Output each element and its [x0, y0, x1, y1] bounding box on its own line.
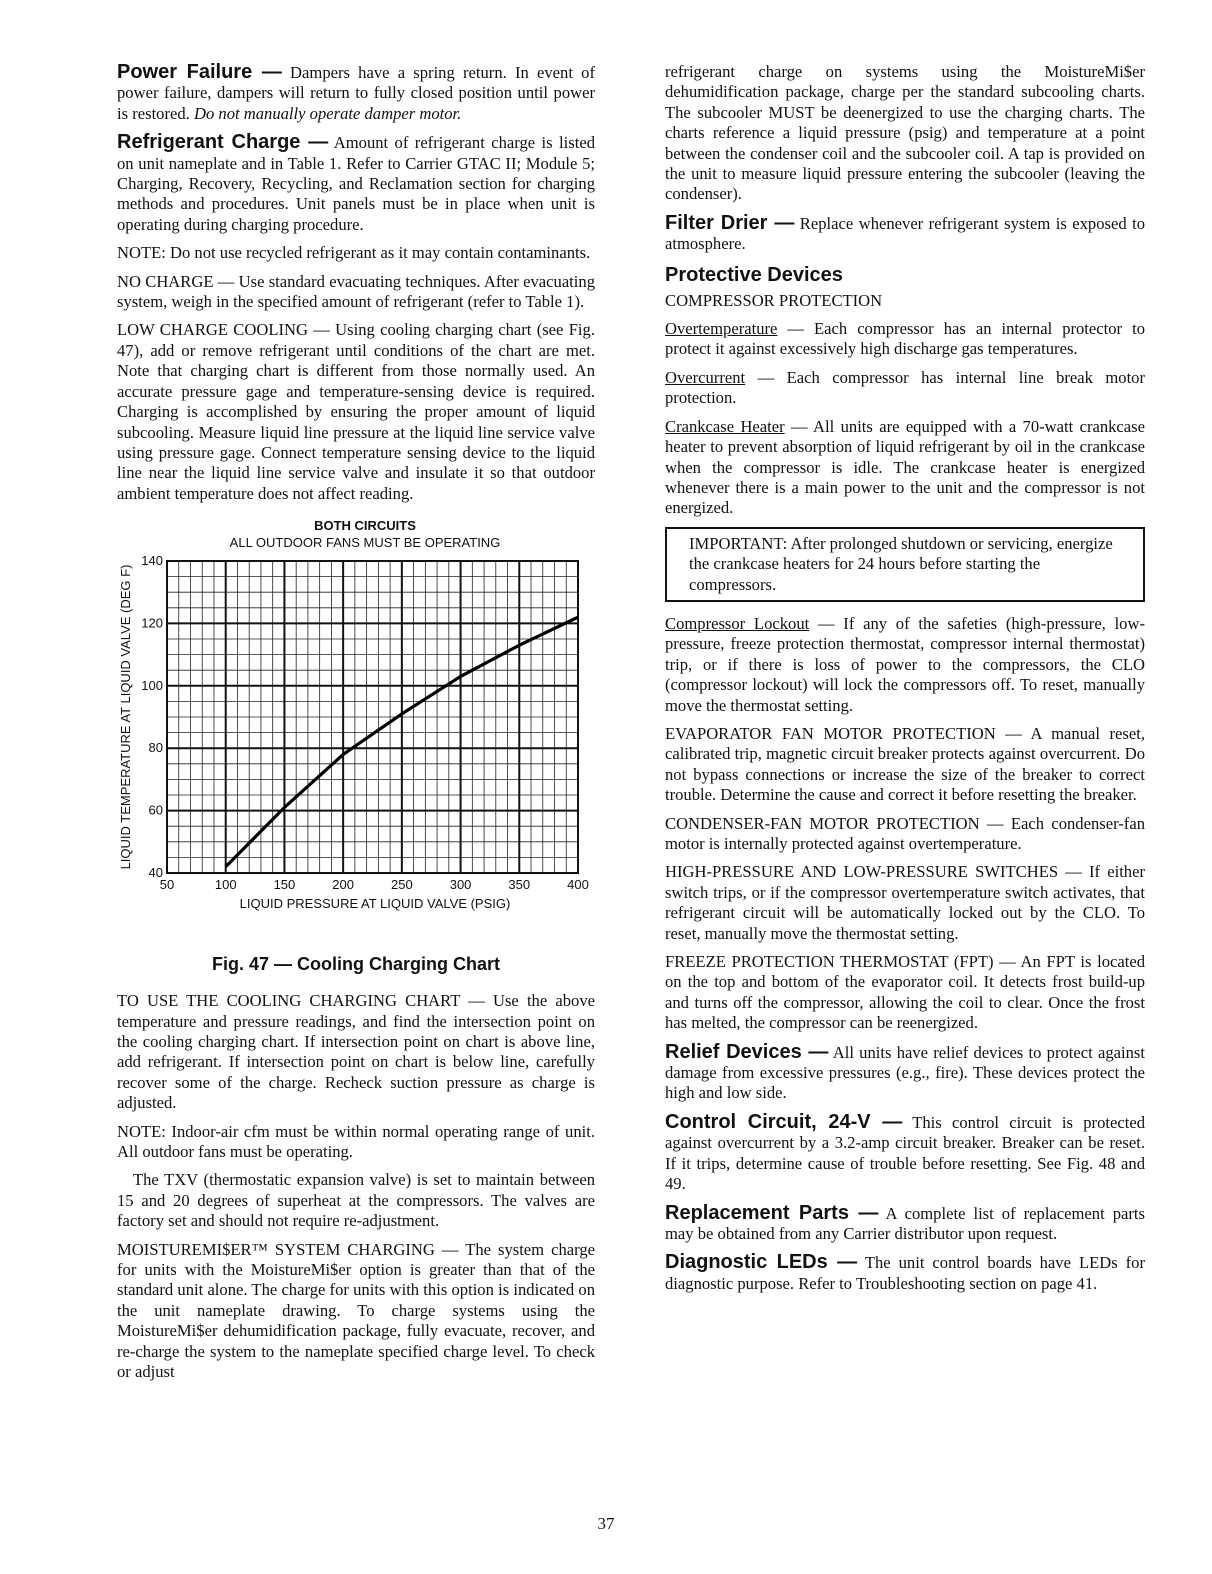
page-number: 37 [597, 1514, 615, 1533]
y-tick-label: 120 [141, 615, 163, 631]
moisturemiser-continued: refrigerant charge on systems using the MoistureMi$er dehumidification package, charge per the standard subcooling charts. The subcooler MUST be deenergized to use the charging charts. The charts reference a liquid pressure (psig) and temperature at a point between the condenser coil and the subcooler coil. A tap is provided on the unit to measure liquid pressure entering the subcooler (leaving the condenser). [665, 62, 1145, 204]
refrigerant-charge-paragraph: Refrigerant Charge — Amount of refrigerant charge is listed on unit nameplate and in Table 1. Refer to Carrier GTAC II; Module 5; Charging, Recovery, Recycling, and Reclamation section for charging methods and procedures. Unit panels must be in place when unit is operating during charging procedure. [117, 131, 595, 234]
important-notice-text: IMPORTANT: After prolonged shutdown or servicing, energize the crankcase heaters for 24 hours before starting the compressors. [689, 533, 1113, 594]
x-tick-label: 300 [449, 877, 472, 893]
protective-devices-heading: Protective Devices [665, 263, 843, 286]
control-circuit-paragraph: Control Circuit, 24-V — This control circuit is protected against overcurrent by a 3.2-amp circuit breaker. Breaker can be reset. If it trips, determine cause of trouble before resetting. See Fig. 48 and 49. [665, 1110, 1145, 1194]
x-tick-label: 400 [567, 877, 589, 893]
chart-svg [117, 516, 595, 946]
diagnostic-leds-heading: Diagnostic LEDs — [665, 1251, 858, 1274]
filter-drier-paragraph: Filter Drier — Replace whenever refrigerant system is exposed to atmosphere. [665, 211, 1145, 254]
condenser-fan-paragraph: CONDENSER-FAN MOTOR PROTECTION — Each condenser-fan motor is internally protected against overtemperature. [665, 813, 1145, 853]
chart-title: BOTH CIRCUITS [314, 518, 416, 534]
low-charge-paragraph: LOW CHARGE COOLING — Using cooling charging chart (see Fig. 47), add or remove refrigerant until conditions of the chart are met. Note that charging chart is different from those normally used. An accurate pressure gage and temperature-sensing device is required. Charging is accomplished by ensuring the proper amount of liquid subcooling. Measure liquid line pressure at the liquid line service valve using pressure gage. Connect temperature sensing device to the liquid line near the liquid line service valve and insulate it so that outdoor ambient temperature does not affect reading. [117, 320, 595, 503]
important-notice-box [665, 527, 1145, 602]
relief-devices-paragraph: Relief Devices — All units have relief devices to protect against damage from excessive pressures (e.g., fire). These devices protect the high and low side. [665, 1040, 1145, 1103]
crankcase-heater-paragraph: Crankcase Heater — All units are equipped with a 70-watt crankcase heater to prevent absorption of liquid refrigerant by oil in the crankcase when the compressor is idle. The crankcase heater is energized whenever there is a main power to the unit and the compressor is not energized. [665, 416, 1145, 518]
x-tick-label: 200 [332, 877, 354, 893]
power-failure-heading: Power Failure — [117, 61, 282, 83]
chart-subtitle: ALL OUTDOOR FANS MUST BE OPERATING [229, 535, 501, 551]
note-cfm: NOTE: Indoor-air cfm must be within normal operating range of unit. All outdoor fans must be operating. [117, 1121, 595, 1161]
evaporator-fan-paragraph: EVAPORATOR FAN MOTOR PROTECTION — A manual reset, calibrated trip, magnetic circuit breaker protects against overcurrent. Do not bypass connections or increase the size of the breaker to correct trouble. Determine the cause and correct it before resetting the breaker. [665, 723, 1145, 805]
to-use-paragraph: TO USE THE COOLING CHARGING CHART — Use the above temperature and pressure readings, and find the intersection point on the cooling charging chart. If intersection point on chart is above line, add refrigerant. If intersection point on chart is below line, carefully recover some of the charge. Recheck suction pressure as charge is adjusted. [117, 991, 595, 1113]
y-tick-label: 140 [141, 553, 163, 569]
moisturemiser-paragraph: MOISTUREMI$ER™ SYSTEM CHARGING — The system charge for units with the MoistureMi$er option is greater than that of the standard unit alone. The charge for units with this option is indicated on the unit nameplate drawing. To charge systems using the MoistureMi$er dehumidification package, fully evacuate, recover, and re-charge the system to the nameplate specified charge level. To check or adjust [117, 1239, 595, 1382]
replacement-parts-heading: Replacement Parts — [665, 1201, 879, 1224]
replacement-parts-paragraph: Replacement Parts — A complete list of replacement parts may be obtained from any Carrier distributor upon request. [665, 1201, 1145, 1243]
cooling-charging-chart [117, 516, 595, 946]
fpt-paragraph: FREEZE PROTECTION THERMOSTAT (FPT) — An FPT is located on the top and bottom of the evaporator coil. It detects frost build-up and turns off the compressor, allowing the coil to clear. Once the frost has melted, the compressor can be reenergized. [665, 952, 1145, 1033]
y-tick-label: 80 [148, 740, 163, 756]
y-axis-label: LIQUID TEMPERATURE AT LIQUID VALVE (DEG F) [118, 564, 133, 870]
pressure-switches-paragraph: HIGH-PRESSURE AND LOW-PRESSURE SWITCHES — If either switch trips, or if the compressor overtemperature switch activates, that refrigerant circuit will be automatically locked out by the CLO. To reset, manually move the thermostat setting. [665, 862, 1145, 943]
y-tick-label: 100 [141, 677, 163, 693]
power-failure-paragraph: Power Failure — Dampers have a spring return. In event of power failure, dampers will return to fully closed position until power is restored. Do not manually operate damper motor. [117, 61, 595, 123]
y-tick-label: 40 [148, 865, 163, 881]
x-tick-label: 350 [508, 877, 531, 893]
note-recycled: NOTE: Do not use recycled refrigerant as it may contain contaminants. [117, 243, 591, 263]
x-tick-label: 100 [214, 877, 237, 893]
compressor-protection-subheading: COMPRESSOR PROTECTION [665, 290, 883, 310]
x-tick-label: 150 [273, 877, 296, 893]
txv-paragraph: The TXV (thermostatic expansion valve) is set to maintain between 15 and 20 degrees of superheat at the compressors. The valves are factory set and should not require re-adjustment. [117, 1170, 595, 1231]
overcurrent-paragraph: Overcurrent — Each compressor has internal line break motor protection. [665, 367, 1145, 408]
y-tick-label: 60 [148, 802, 163, 818]
no-charge-paragraph: NO CHARGE — Use standard evacuating techniques. After evacuating system, weigh in the specified amount of refrigerant (refer to Table 1). [117, 271, 595, 312]
diagnostic-leds-paragraph: Diagnostic LEDs — The unit control boards have LEDs for diagnostic purpose. Refer to Troubleshooting section on page 41. [665, 1251, 1145, 1293]
control-circuit-heading: Control Circuit, 24-V — [665, 1110, 903, 1133]
x-tick-label: 50 [159, 877, 175, 893]
overtemperature-paragraph: Overtemperature — Each compressor has an internal protector to protect it against excessively high discharge gas temperatures. [665, 319, 1145, 359]
right-column [665, 62, 1145, 1302]
figure-caption: Fig. 47 — Cooling Charging Chart [212, 954, 500, 975]
filter-drier-heading: Filter Drier — [665, 211, 795, 234]
left-column [117, 62, 595, 1390]
x-axis-label: LIQUID PRESSURE AT LIQUID VALVE (PSIG) [239, 896, 511, 912]
refrigerant-charge-heading: Refrigerant Charge — [117, 131, 329, 154]
x-tick-label: 250 [391, 877, 413, 893]
compressor-lockout-paragraph: Compressor Lockout — If any of the safeties (high-pressure, low-pressure, freeze protection thermostat, compressor internal thermostat) trip, or if there is loss of power to the compressors, the CLO (compressor lockout) will lock the compressors off. To reset, manually move the thermostat setting. [665, 613, 1145, 715]
relief-devices-heading: Relief Devices — [665, 1040, 829, 1063]
